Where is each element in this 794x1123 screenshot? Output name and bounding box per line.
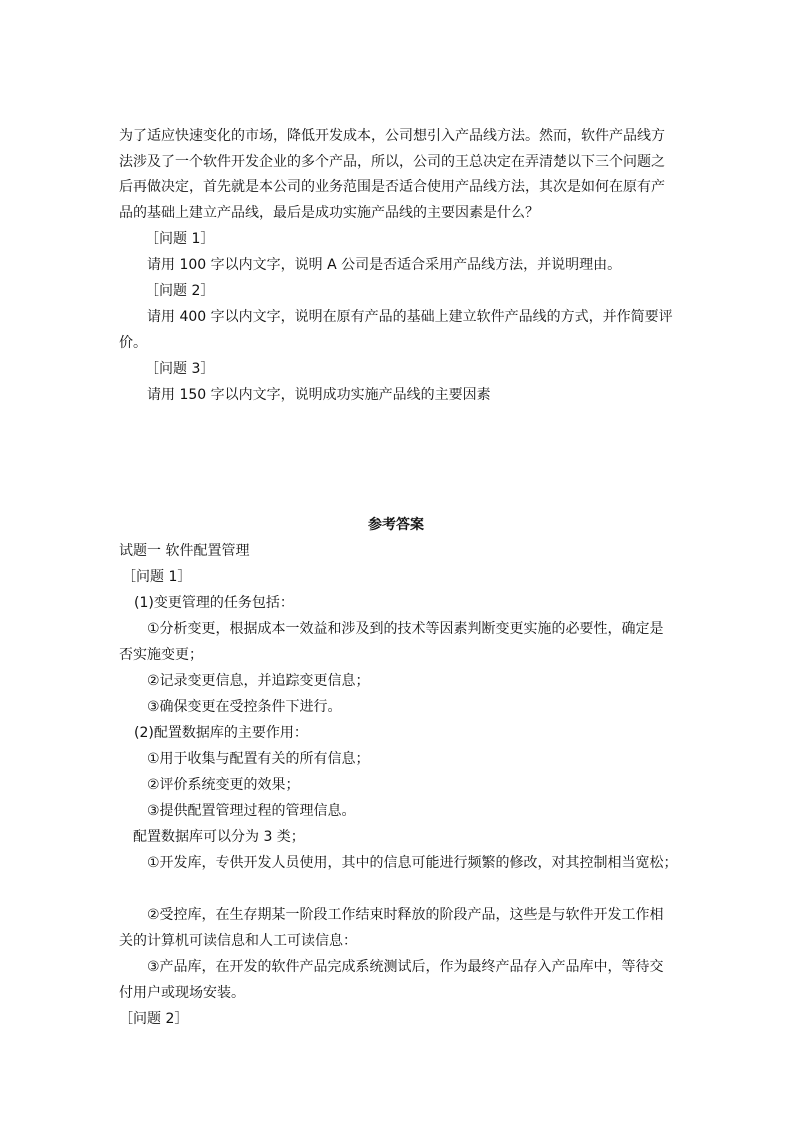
- config-db-types-heading: 配置数据库可以分为 3 类；: [133, 829, 305, 845]
- change-management-item-2: ②记录变更信息，并追踪变更信息；: [147, 673, 370, 689]
- question-1-text: 请用 100 字以内文字，说明 A 公司是否适合采用产品线方法，并说明理由。: [147, 257, 622, 273]
- question-3-text: 请用 150 字以内文字，说明成功实施产品线的主要因素: [147, 387, 491, 403]
- change-management-item-3: ③确保变更在受控条件下进行。: [147, 699, 342, 715]
- question-intro-line-4: 品的基础上建立产品线，最后是成功实施产品线的主要因素是什么？: [119, 205, 539, 221]
- question-1-label: ［问题 1］: [145, 231, 215, 247]
- config-db-type-2-line-2: 关的计算机可读信息和人工可读信息：: [119, 933, 357, 949]
- change-management-item-1-line-1: ①分析变更，根据成本一效益和涉及到的技术等因素判断变更实施的必要性，确定是: [147, 621, 664, 637]
- question-intro-line-1: 为了适应快速变化的市场，降低开发成本，公司想引入产品线方法。然而，软件产品线方: [119, 128, 665, 144]
- question-intro-line-3: 后再做决定，首先就是本公司的业务范围是否适合使用产品线方法，其次是如何在原有产: [119, 179, 665, 195]
- config-db-type-2-line-1: ②受控库，在生存期某一阶段工作结束时释放的阶段产品，这些是与软件开发工作相: [147, 907, 664, 923]
- answer-question-2-label: ［问题 2］: [119, 1011, 189, 1027]
- answer-section-title: 试题一 软件配置管理: [119, 543, 250, 559]
- config-db-role-item-3: ③提供配置管理过程的管理信息。: [147, 803, 356, 819]
- config-db-type-3-line-1: ③产品库，在开发的软件产品完成系统测试后，作为最终产品存入产品库中，等待交: [147, 959, 664, 975]
- question-2-text-line-2: 价。: [119, 335, 147, 351]
- question-2-text-line-1: 请用 400 字以内文字，说明在原有产品的基础上建立软件产品线的方式，并作简要评: [147, 309, 673, 325]
- config-db-type-1: ①开发库，专供开发人员使用，其中的信息可能进行频繁的修改，对其控制相当宽松；: [147, 855, 678, 871]
- config-db-role-heading: (2)配置数据库的主要作用：: [134, 725, 308, 741]
- question-3-label: ［问题 3］: [145, 361, 215, 377]
- config-db-role-item-1: ①用于收集与配置有关的所有信息；: [147, 751, 370, 767]
- change-management-item-1-line-2: 否实施变更；: [119, 647, 203, 663]
- answer-title: 参考答案: [368, 517, 424, 533]
- config-db-type-3-line-2: 付用户或现场安装。: [119, 985, 245, 1001]
- config-db-role-item-2: ②评价系统变更的效果；: [147, 777, 300, 793]
- change-management-heading: (1)变更管理的任务包括：: [134, 595, 294, 611]
- question-2-label: ［问题 2］: [145, 283, 215, 299]
- question-intro-line-2: 法涉及了一个软件开发企业的多个产品，所以，公司的王总决定在弄清楚以下三个问题之: [119, 154, 665, 170]
- answer-question-1-label: ［问题 1］: [122, 569, 192, 585]
